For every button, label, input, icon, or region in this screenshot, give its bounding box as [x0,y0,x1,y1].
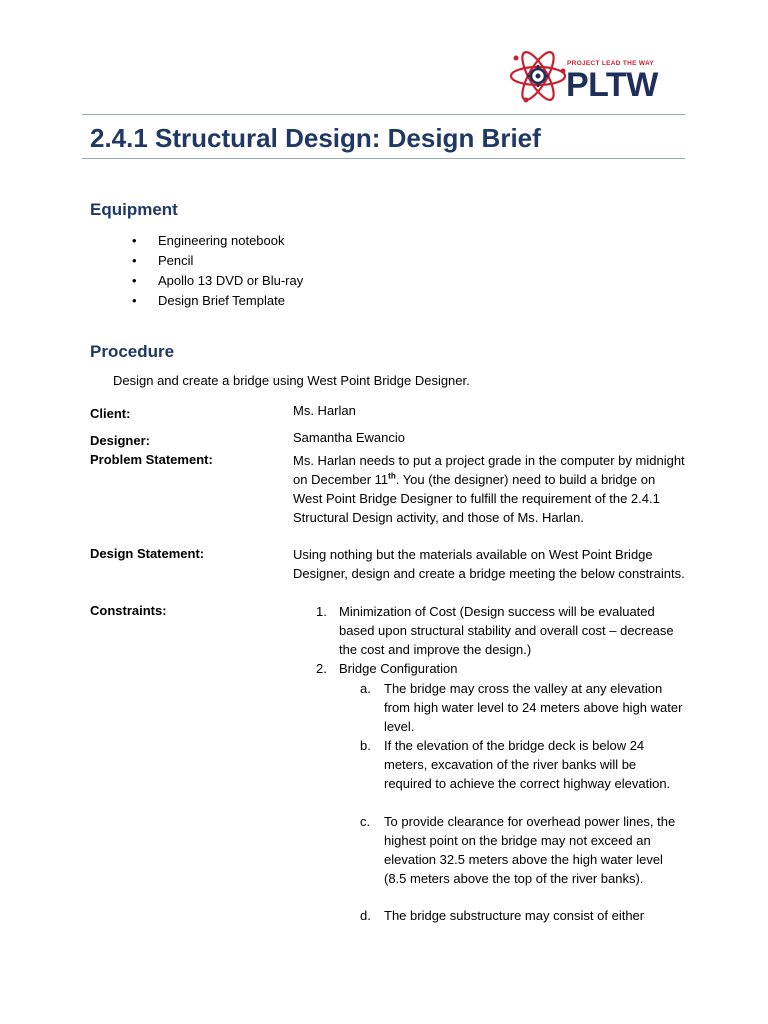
list-item: • Apollo 13 DVD or Blu-ray [132,271,303,291]
procedure-heading: Procedure [90,342,175,361]
client-value: Ms. Harlan [293,403,356,418]
constraint-text: Bridge Configuration [339,661,458,676]
sub-constraint-text: If the elevation of the bridge deck is below 24 meters, excavation of the river banks will be required to achieve the correct highway elevation. [384,738,671,791]
designer-label: Designer: [90,433,150,448]
sub-constraint-text: To provide clearance for overhead power lines, the highest point on the bridge may not exceed an elevation 32.5 meters above the high water level (8.5 meters above the top of the river banks). [384,814,676,886]
list-item: • Design Brief Template [132,291,303,311]
constraint-number: 2. [316,661,327,676]
procedure-intro: Design and create a bridge using West Point Bridge Designer. [113,373,470,388]
problem-statement-value [293,451,685,527]
atom-gear-icon [508,44,568,108]
equipment-heading: Equipment [90,200,178,219]
sub-constraint-item [360,906,685,925]
sub-constraint-item [360,736,685,793]
list-item: • Engineering notebook [132,231,303,251]
sub-constraint-letter: b. [360,738,371,753]
list-item: • Pencil [132,251,303,271]
constraint-item [316,602,686,659]
problem-statement-label: Problem Statement: [90,452,213,467]
design-statement-label: Design Statement: [90,546,205,561]
sub-constraint-letter: d. [360,908,371,923]
logo-tagline: PROJECT LEAD THE WAY [567,60,655,67]
equipment-list [132,231,303,311]
problem-text-part1: Ms. Harlan needs to put a project grade in the computer by midnight on December 11 [293,453,685,487]
client-label: Client: [90,406,131,421]
problem-text-superscript: th [388,471,396,481]
sub-constraint-text: The bridge substructure may consist of either [384,908,645,923]
sub-constraint-letter: a. [360,681,371,696]
constraints-label: Constraints: [90,603,167,618]
logo-wordmark: PLTW [566,66,658,104]
designer-value: Samantha Ewancio [293,430,406,445]
design-statement-value: Using nothing but the materials available on West Point Bridge Designer, design and create a bridge meeting the below constraints. [293,547,685,581]
sub-constraint-text: The bridge may cross the valley at any elevation from high water level to 24 meters above high water level. [384,681,683,734]
pltw-logo [508,44,680,108]
problem-text-part2: . You (the designer) need to build a bridge on West Point Bridge Designer to fulfill the requirement of the 2.4.1 Structural Design activity, and those of Ms. Harlan. [293,472,660,525]
constraint-number: 1. [316,604,327,619]
constraint-text: Minimization of Cost (Design success will be evaluated based upon structural stability and overall cost – decrease the cost and improve the design.) [339,604,674,657]
sub-constraint-item [360,679,685,736]
header-rule-bottom [82,158,685,159]
document-title: 2.4.1 Structural Design: Design Brief [90,123,541,153]
sub-constraint-letter: c. [360,814,371,829]
sub-constraint-item [360,812,685,888]
constraint-item [316,659,686,678]
header-rule-top [82,114,685,115]
